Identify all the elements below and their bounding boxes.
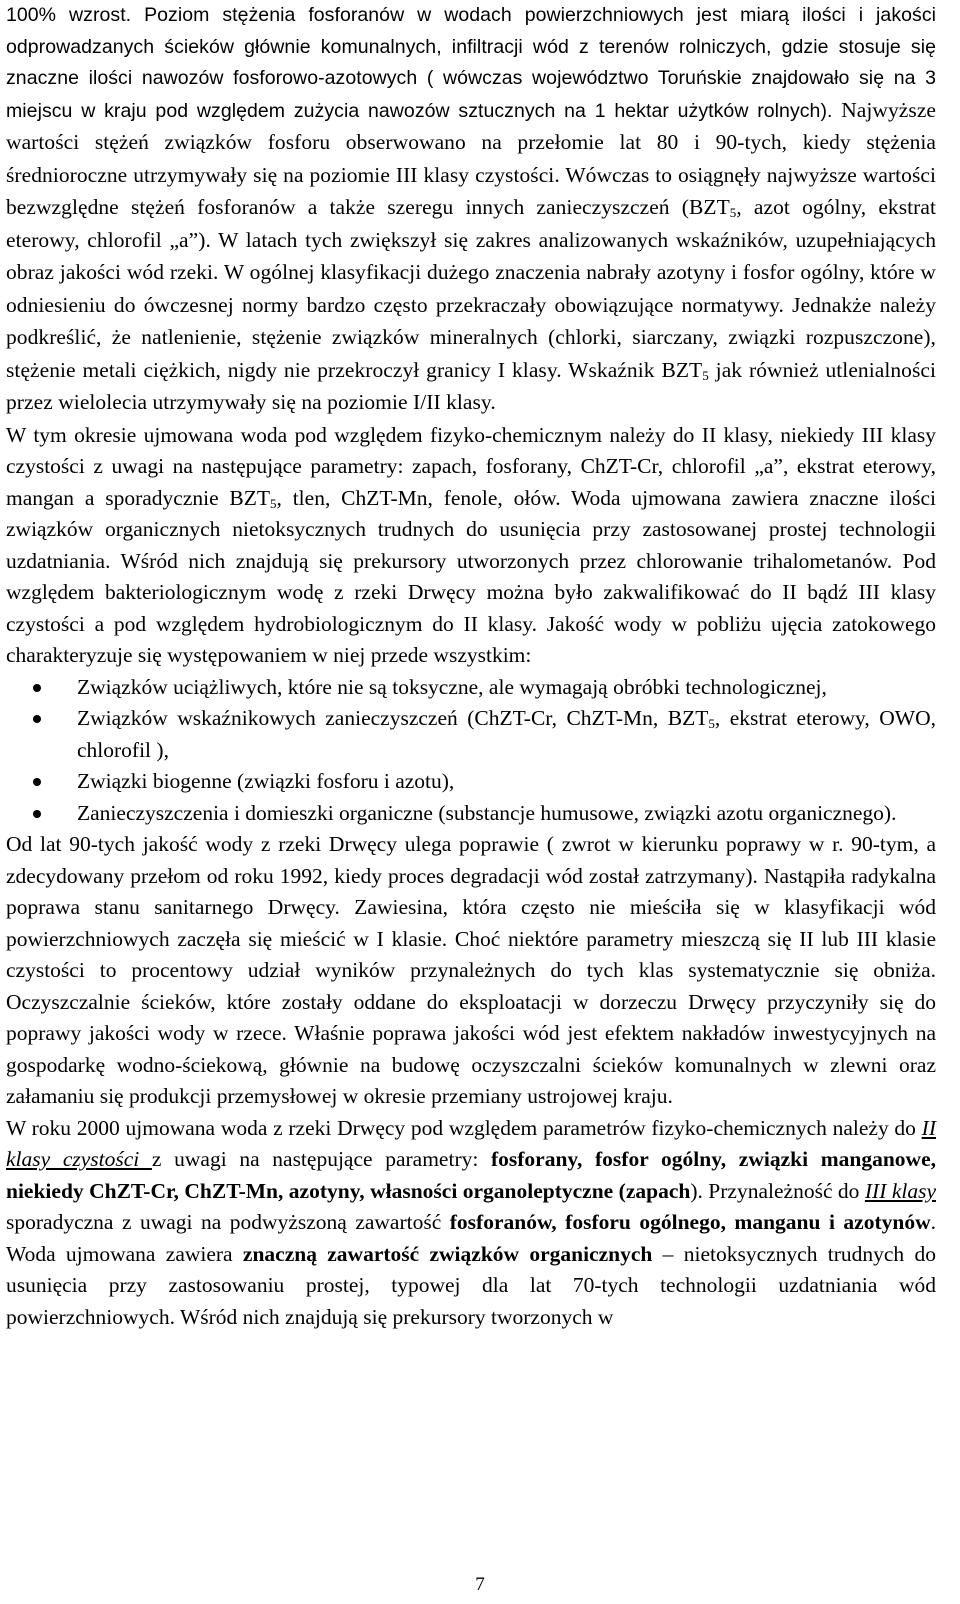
bold-parameters: fosforanów, fosforu ogólnego, manganu i azotynów	[449, 1210, 931, 1234]
class-iii-link: III klasy	[864, 1178, 936, 1203]
paragraph-text: ). Przynależność do	[690, 1178, 865, 1203]
paragraph-text: , azot ogólny, ekstrat eterowy, chlorofil „a”). W latach tych zwiększył się zakres analizowanych wskaźników, uzupełniających obraz jakości wód rzeki. W ogólnej klasyfikacji dużego znaczenia nabrały azotyny i fosfor ogólny, które w odniesieniu do ówczesnej normy bardzo często przekraczały obowiązujące normatywy. Jednakże należy podkreślić, że natlenienie, stężenie związków mineralnych (chlorki, siarczany, związki rozpuszczone), stężenie metali ciężkich, nigdy nie przekroczył granicy I klasy. Wskaźnik BZT	[6, 195, 936, 382]
class-ii-link: II klasy czystości	[6, 1115, 936, 1171]
paragraph-text: . Woda ujmowana zawiera	[6, 1210, 936, 1266]
list-item-text: Związków uciążliwych, które nie są toksyczne, ale wymagają obróbki technologicznej,	[77, 674, 827, 699]
bold-parameters: fosforany, fosfor ogólny, związki manganowe, niekiedy ChZT-Cr, ChZT-Mn, azotyny, własności organoleptyczne (zapach	[6, 1147, 936, 1203]
paragraph-text: W roku 2000 ujmowana woda z rzeki Drwęcy pod względem parametrów fizyko-chemicznych należy do	[6, 1115, 922, 1140]
page-number: 7	[475, 1574, 485, 1595]
paragraph-text: 100% wzrost. Poziom stężenia fosforanów w wodach powierzchniowych jest miarą ilości i jakości odprowadzanych ścieków głównie komunalnych, infiltracji wód z terenów rolniczych, gdzie stosuje się znaczne ilości nawozów fosforowo-azotowych ( wówczas województwo Toruńskie znajdowało się na 3 miejscu w kraju pod względem zużycia nawozów sztucznych na 1 hektar użytków rolnych).	[6, 4, 936, 122]
list-item-text: , ekstrat eterowy, OWO, chlorofil ),	[77, 706, 936, 762]
paragraph-water-quality-period	[6, 420, 936, 672]
paragraph-text: , tlen, ChZT-Mn, fenole, ołów. Woda ujmowana zawiera znaczne ilości związków organicznych nietoksycznych trudnych do usunięcia przy zastosowanej prostej technologii uzdatniania. Wśród nich znajdują się prekursory utworzonych przez chlorowanie trihalometanów. Pod względem bakteriologicznym wodę z rzeki Drwęcy można było zakwalifikować do II bądź III klasy czystości a pod względem hydrobiologicznym do II klasy. Jakość wody w pobliżu ujęcia zatokowego charakteryzuje się występowaniem w niej przede wszystkim:	[6, 485, 936, 667]
paragraph-text: – nietoksycznych trudnych do usunięcia przy zastosowaniu prostej, typowej dla lat 70-tych technologii uzdatniania wód powierzchniowych. Wśród nich znajdują się prekursory tworzonych w	[6, 1241, 936, 1329]
list-item	[6, 703, 936, 766]
bullet-icon	[33, 810, 41, 818]
list-item	[6, 798, 936, 830]
list-item	[6, 672, 936, 704]
paragraph-text: Najwyższe wartości stężeń związków fosforu obserwowano na przełomie lat 80 i 90-tych, kiedy stężenia średnioroczne utrzymywały się na poziomie III klasy czystości. Wówczas to osiągnęły najwyższe wartości bezwzględne stężeń fosforanów a także szeregu innych zanieczyszczeń (BZT	[6, 97, 936, 219]
bullet-icon	[33, 715, 41, 723]
paragraph-text: jak również utlenialności przez wielolecia utrzymywały się na poziomie I/II klasy.	[6, 357, 936, 414]
list-item-text: Związków wskaźnikowych zanieczyszczeń (ChZT-Cr, ChZT-Mn, BZT	[77, 706, 709, 730]
bullet-icon	[33, 778, 41, 786]
list-item-text: Związki biogenne (związki fosforu i azotu),	[77, 769, 455, 793]
subscript: 5	[708, 716, 715, 731]
paragraph-year-2000	[6, 1113, 936, 1334]
paragraph-text: W tym okresie ujmowana woda pod względem fizyko-chemicznym należy do II klasy, niekiedy III klasy czystości z uwagi na następujące parametry: zapach, fosforany, ChZT-Cr, chlorofil „a”, ekstrat eterowy, mangan a sporadycznie BZT	[6, 422, 936, 510]
bullet-icon	[33, 684, 41, 692]
subscript: 5	[702, 367, 709, 383]
paragraph-text: z uwagi na następujące parametry:	[151, 1147, 491, 1171]
list-item-text: Zanieczyszczenia i domieszki organiczne (substancje humusowe, związki azotu organicznego).	[77, 800, 897, 825]
paragraph-text: sporadyczna z uwagi na podwyższoną zawartość	[6, 1210, 450, 1234]
subscript: 5	[270, 495, 277, 511]
list-item	[6, 766, 936, 798]
paragraph-improvement	[6, 829, 936, 1113]
bold-organic-content: znaczną zawartość związków organicznych	[242, 1241, 653, 1266]
paragraph-text: Od lat 90-tych jakość wody z rzeki Drwęcy ulega poprawie ( zwrot w kierunku poprawy w r. 90-tym, a zdecydowany przełom od roku 1992, kiedy proces degradacji wód został zatrzymany). Nastąpiła radykalna poprawa stanu sanitarnego Drwęcy. Zawiesina, która często nie mieściła się w klasyfikacji wód powierzchniowych zaczęła się mieścić w I klasie. Choć niektóre parametry mieszczą się II lub III klasie czystości to procentowy udział wyników przynależnych do tych klas systematycznie się obniża. Oczyszczalnie ścieków, które zostały oddane do eksploatacji w dorzeczu Drwęcy przyczyniły się do poprawy jakości wody w rzece. Właśnie poprawa jakości wód jest efektem nakładów inwestycyjnych na gospodarkę wodno-ściekową, głównie na budowę oczyszczalni ścieków komunalnych w zlewni oraz załamaniu się produkcji przemysłowej w okresie przemiany ustrojowej kraju.	[6, 832, 936, 1108]
document-page	[6, 0, 936, 1333]
pollutant-list	[6, 672, 936, 830]
paragraph-phosphates-intro	[6, 0, 936, 420]
subscript: 5	[729, 205, 737, 220]
